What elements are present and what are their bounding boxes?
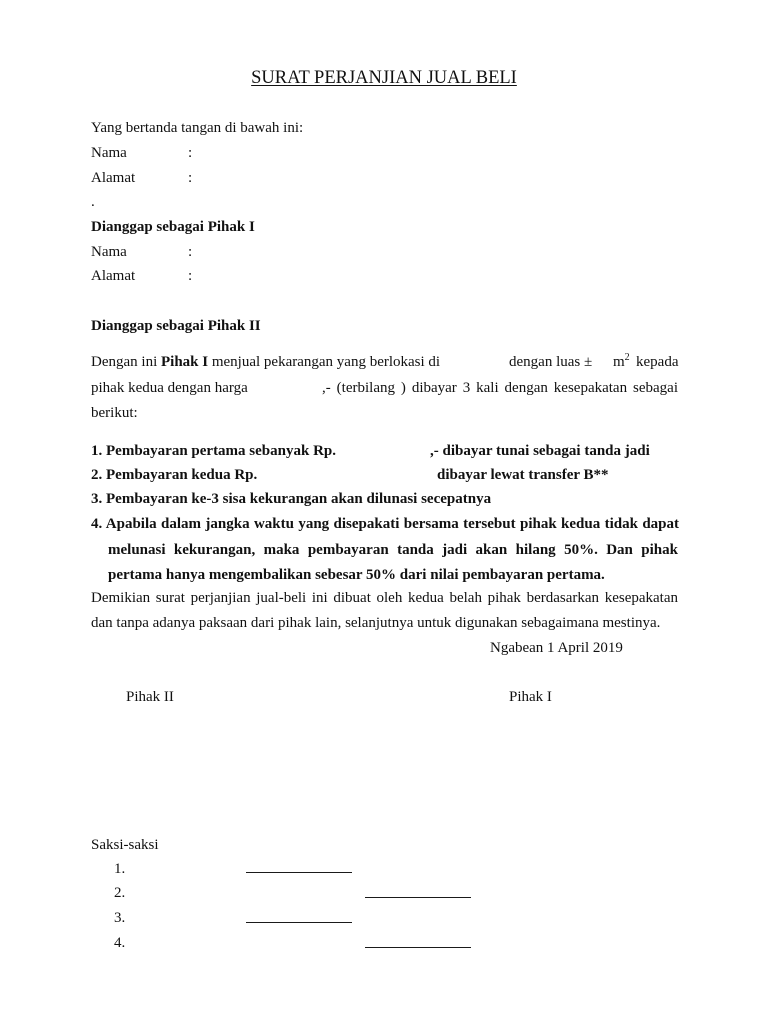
- agreement-price-text: pihak kedua dengan harga: [91, 380, 248, 396]
- witness-signature-line: [365, 947, 471, 948]
- witness-signature-line: [246, 922, 352, 923]
- agreement-payment-text: ,- (terbilang ) dibayar 3 kali dengan kesepakatan sebagai: [322, 380, 678, 396]
- document-title: SURAT PERJANJIAN JUAL BELI: [251, 68, 517, 88]
- signatory-pihak-ii: Pihak II: [126, 689, 174, 705]
- payment-term-3: 3. Pembayaran ke-3 sisa kekurangan akan dilunasi secepatnya: [91, 491, 492, 507]
- party-one-trailing-mark: .: [91, 194, 95, 210]
- party-two-name-label: Nama: [91, 244, 127, 260]
- closing-line: dan tanpa adanya paksaan dari pihak lain, selanjutnya untuk digunakan sebagaimana mestinya.: [91, 615, 661, 631]
- party-two-caption: Dianggap sebagai Pihak II: [91, 318, 261, 334]
- party-two-address-label: Alamat: [91, 268, 136, 284]
- witness-heading: Saksi-saksi: [91, 837, 159, 853]
- area-unit-exponent: 2: [624, 352, 630, 363]
- payment-term-4-continuation: melunasi kekurangan, maka pembayaran tanda jadi akan hilang 50%. Dan pihak: [108, 542, 678, 558]
- signatory-pihak-i: Pihak I: [509, 689, 552, 705]
- agreement-area-unit: [613, 353, 630, 371]
- witness-number: 1.: [114, 861, 126, 877]
- party-two-name-colon: :: [188, 244, 193, 260]
- payment-term-1: 1. Pembayaran pertama sebanyak Rp.: [91, 443, 337, 459]
- witness-number: 2.: [114, 885, 126, 901]
- payment-term-2: 2. Pembayaran kedua Rp.: [91, 467, 258, 483]
- witness-signature-line: [246, 872, 352, 873]
- witness-number: 4.: [114, 935, 126, 951]
- payment-term-4-continuation: pertama hanya mengembalikan sebesar 50% dari nilai pembayaran pertama.: [108, 567, 605, 583]
- party-one-address-colon: :: [188, 170, 193, 186]
- party-one-name-label: Nama: [91, 145, 127, 161]
- party-one-name-colon: :: [188, 145, 193, 161]
- witness-signature-line: [365, 897, 471, 898]
- party-two-address-colon: :: [188, 268, 193, 284]
- agreement-recipient-text: kepada: [636, 354, 679, 370]
- agreement-opening: Dengan ini: [91, 354, 158, 370]
- party-one-address-label: Alamat: [91, 170, 136, 186]
- payment-term-2-suffix: dibayar lewat transfer B**: [437, 467, 609, 483]
- payment-term-4: 4. Apabila dalam jangka waktu yang disepakati bersama tersebut pihak kedua tidak dapat: [91, 516, 679, 532]
- agreement-seller: Pihak I: [160, 354, 209, 370]
- witness-number: 3.: [114, 910, 126, 926]
- party-one-caption: Dianggap sebagai Pihak I: [91, 219, 255, 235]
- area-unit-symbol: m: [613, 354, 625, 370]
- intro-line: Yang bertanda tangan di bawah ini:: [91, 120, 304, 136]
- agreement-location-text: menjual pekarangan yang berlokasi di: [211, 354, 441, 370]
- place-date: Ngabean 1 April 2019: [490, 640, 623, 656]
- closing-line: Demikian surat perjanjian jual-beli ini dibuat oleh kedua belah pihak berdasarkan kesepakatan: [91, 590, 678, 606]
- agreement-line-location: [91, 353, 440, 371]
- agreement-terms-intro: berikut:: [91, 405, 138, 421]
- payment-term-1-suffix: ,- dibayar tunai sebagai tanda jadi: [430, 443, 650, 459]
- agreement-area-text: dengan luas ±: [509, 354, 593, 370]
